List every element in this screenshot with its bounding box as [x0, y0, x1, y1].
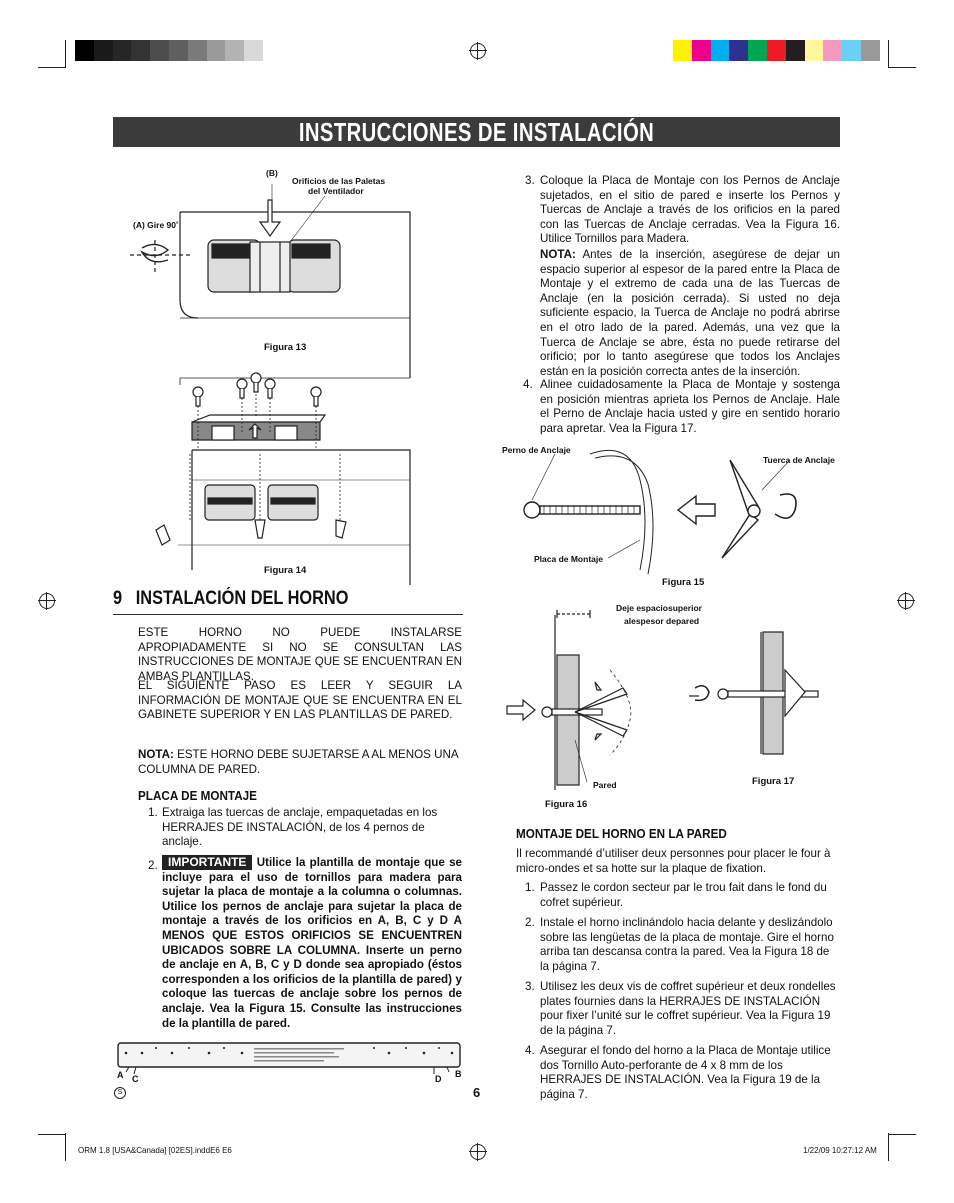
section-note: [138, 748, 462, 777]
gray-swatch: [225, 40, 244, 61]
wall-title: MONTAJE DEL HORNO EN LA PARED: [516, 826, 727, 841]
step3-text: Coloque la Placa de Montaje con los Pernos de Anclaje sujetados, en el sitio de pared e inserte los Pernos y Tuercas de Anclaje a través de los orificios en la pared con las Tuercas de Anclaje cerradas. Vea la Figura 16. Utilice Tornillos para Madera.: [540, 174, 840, 246]
color-swatch: [729, 40, 748, 61]
footer-timestamp: 1/22/09 10:27:12 AM: [803, 1146, 877, 1155]
crop-mark: [888, 67, 916, 68]
important-badge: IMPORTANTE: [162, 855, 252, 870]
step3-number: 3.: [525, 174, 535, 187]
crop-mark: [38, 67, 66, 68]
placa-step2: [162, 855, 462, 1031]
gray-swatch: [75, 40, 94, 61]
color-swatch: [861, 40, 880, 61]
step3-note-text: Antes de la inserción, asegúrese de dejar un espacio superior al espesor de la pared entre la Placa de Montaje y el extremo de cada una de las Tuercas de Anclaje (en la posición cerrada). Si usted no deja suficiente espacio, la Tuerca de Anclaje no podrá abrirse en el otro lado de la pared. Además, una vez que la Tuerca de Anclaje se abre, ésta no puede retirarse del orificio; por lo tanto asegúrese que todos los Anclajes están en la posición correcta antes de la inserción.: [540, 248, 840, 378]
wall-step3-number: 3.: [525, 980, 535, 993]
page-title: INSTRUCCIONES DE INSTALACIÓN: [298, 117, 655, 147]
registration-mark-icon: [470, 43, 486, 59]
wall-step1-text: Passez le cordon secteur par le trou fait dans le fond du cofret supérieur.: [540, 881, 827, 909]
crop-mark: [65, 40, 66, 68]
placa-step2-number: 2.: [148, 859, 158, 872]
gray-swatch: [131, 40, 150, 61]
section-note-label: NOTA:: [138, 748, 174, 761]
color-swatch: [711, 40, 730, 61]
figure-15-label-plate: Placa de Montaje: [534, 554, 603, 564]
template-label-d: D: [435, 1074, 442, 1084]
gray-swatch: [188, 40, 207, 61]
color-swatch: [673, 40, 692, 61]
footer-file-info: ORM 1.8 [USA&Canada] [02ES].inddE6 E6: [78, 1146, 232, 1155]
page-number: 6: [473, 1085, 481, 1100]
section-title: [113, 588, 348, 610]
wall-intro: Il recommandé d’utiliser deux personnes pour placer le four à micro-ondes et sa hotte sur la plaque de fixation.: [516, 847, 831, 875]
step4-number: 4.: [523, 378, 533, 391]
color-swatch: [748, 40, 767, 61]
figure-15-caption: Figura 15: [662, 577, 705, 588]
figure-16-caption: Figura 16: [545, 799, 588, 810]
color-swatch: [805, 40, 824, 61]
step3-note-label: NOTA:: [540, 248, 576, 261]
template-label-b: B: [455, 1069, 462, 1079]
figure-13-caption: Figura 13: [264, 342, 307, 353]
template-label-c: C: [132, 1074, 139, 1084]
color-swatch: [786, 40, 805, 61]
color-swatch: [767, 40, 786, 61]
crop-mark: [888, 1134, 916, 1135]
figure-16-label-space-2: alespesor depared: [624, 616, 700, 626]
placa-step1-text: Extraiga las tuercas de anclaje, empaquetadas en los HERRAJES DE INSTALACIÓN, de los 4 pernos de anclaje.: [162, 806, 438, 849]
crop-mark: [888, 40, 889, 68]
figure-13-label-turn: (A) Gire 90˚: [133, 220, 179, 230]
placa-step1-number: 1.: [148, 806, 158, 819]
gray-swatch: [94, 40, 113, 61]
figure-17-caption: Figura 17: [752, 776, 795, 787]
gray-swatch: [169, 40, 188, 61]
section-intro-2: EL SIGUIENTE PASO ES LEER Y SEGUIR LA INFORMACIÓN DE MONTAJE QUE SE ENCUENTRA EN EL GABINETE SUPERIOR Y EN LAS PLANTILLAS DE PARED.: [138, 679, 462, 722]
section-heading: INSTALACIÓN DEL HORNO: [135, 588, 349, 609]
figure-16-label-space: Deje espaciosuperior: [616, 603, 702, 613]
wall-step4-text: Asegurar el fondo del horno a la Placa de Montaje utilice dos Tornillo Auto-perforante de 4 x 8 mm de los HERRAJES DE INSTALACIÓN. Vea la Figura 19 de la página 7.: [540, 1044, 831, 1101]
section-number: 9: [113, 588, 123, 609]
step4-text: Alinee cuidadosamente la Placa de Montaje y sostenga en posición mientras aprieta los Pernos de Anclaje. Hale el Perno de Anclaje hacia usted y gire en sentido horario para apretar. Vea la Figura 17.: [540, 378, 840, 435]
registration-mark-icon: [898, 593, 914, 609]
figure-16-label-wall: Pared: [593, 780, 617, 790]
gray-swatch: [113, 40, 132, 61]
step3-note: [540, 248, 840, 379]
figure-14-caption: Figura 14: [264, 565, 307, 576]
figure-16: [505, 600, 665, 800]
section-intro-1: ESTE HORNO NO PUEDE INSTALARSE APROPIADAMENTE SI NO SE CONSULTAN LAS INSTRUCCIONES DE MONTAJE QUE SE ENCUENTRAN EN AMBAS PLANTILLAS.: [138, 626, 462, 683]
section-rule: [113, 614, 463, 615]
figure-15-label-nut: Tuerca de Anclaje: [763, 455, 835, 465]
gray-swatch: [150, 40, 169, 61]
figure-13-label-holes: Orificios de las Paletas: [292, 176, 386, 186]
wall-step3-text: Utilisez les deux vis de coffret supérieur et deux rondelles plates fournies dans la HERRAJES DE INSTALACIÓN pour fixer l’unité sur le coffret supérieur. Vea la Figura 19 de la página 7.: [540, 980, 836, 1037]
placa-step2-text: Utilice la plantilla de montaje que se incluye para el uso de tornillos para madera para sujetar la placa de montaje a la columna o columnas. Utilice los pernos de anclaje para sujetar la placa de montaje a través de los orificios en A, B, C y D A MENOS QUE ESTOS ORIFICIOS SE ENCUENTREN UBICADOS SOBRE LA COLUMNA. Inserte un perno de anclaje en A, B, C y D donde sea apropiado (éstos corresponden a los orificios de la plantilla de pared) y coloque las tuercas de anclaje sobre los pernos de anclaje. Vea la Figura 15. Consulte las instrucciones de la plantilla de pared.: [162, 856, 462, 1030]
color-swatch: [692, 40, 711, 61]
wall-template-strip: [114, 1040, 464, 1075]
title-banner: [113, 117, 840, 147]
color-swatch: [842, 40, 861, 61]
wall-step2-number: 2.: [525, 916, 535, 929]
gray-swatch: [207, 40, 226, 61]
crop-mark: [38, 1134, 66, 1135]
registration-mark-icon: [39, 593, 55, 609]
crop-mark: [888, 1133, 889, 1161]
figure-13-label-holes-2: del Ventilador: [308, 186, 364, 196]
figure-15-label-bolt: Perno de Anclaje: [502, 445, 571, 455]
crop-mark: [65, 1133, 66, 1161]
figure-17: [685, 630, 845, 760]
wall-step2-text: Instale el horno inclinándolo hacia delante y deslizándolo sobre las lengüetas de la placa de montaje. Gire el horno arriba tan descansa contra la pared. Vea la Figura 18 de la página 7.: [540, 916, 834, 973]
figure-13-label-b: (B): [266, 168, 278, 178]
placa-title: PLACA DE MONTAJE: [138, 788, 257, 803]
template-label-s: S: [114, 1087, 126, 1099]
figure-14: [150, 370, 460, 585]
section-note-text: ESTE HORNO DEBE SUJETARSE A AL MENOS UNA COLUMNA DE PARED.: [138, 748, 458, 776]
color-swatch: [823, 40, 842, 61]
registration-mark-icon: [470, 1144, 486, 1160]
wall-step4-number: 4.: [525, 1044, 535, 1057]
gray-swatch: [244, 40, 263, 61]
template-label-a: A: [117, 1070, 124, 1080]
wall-step1-number: 1.: [525, 881, 535, 894]
